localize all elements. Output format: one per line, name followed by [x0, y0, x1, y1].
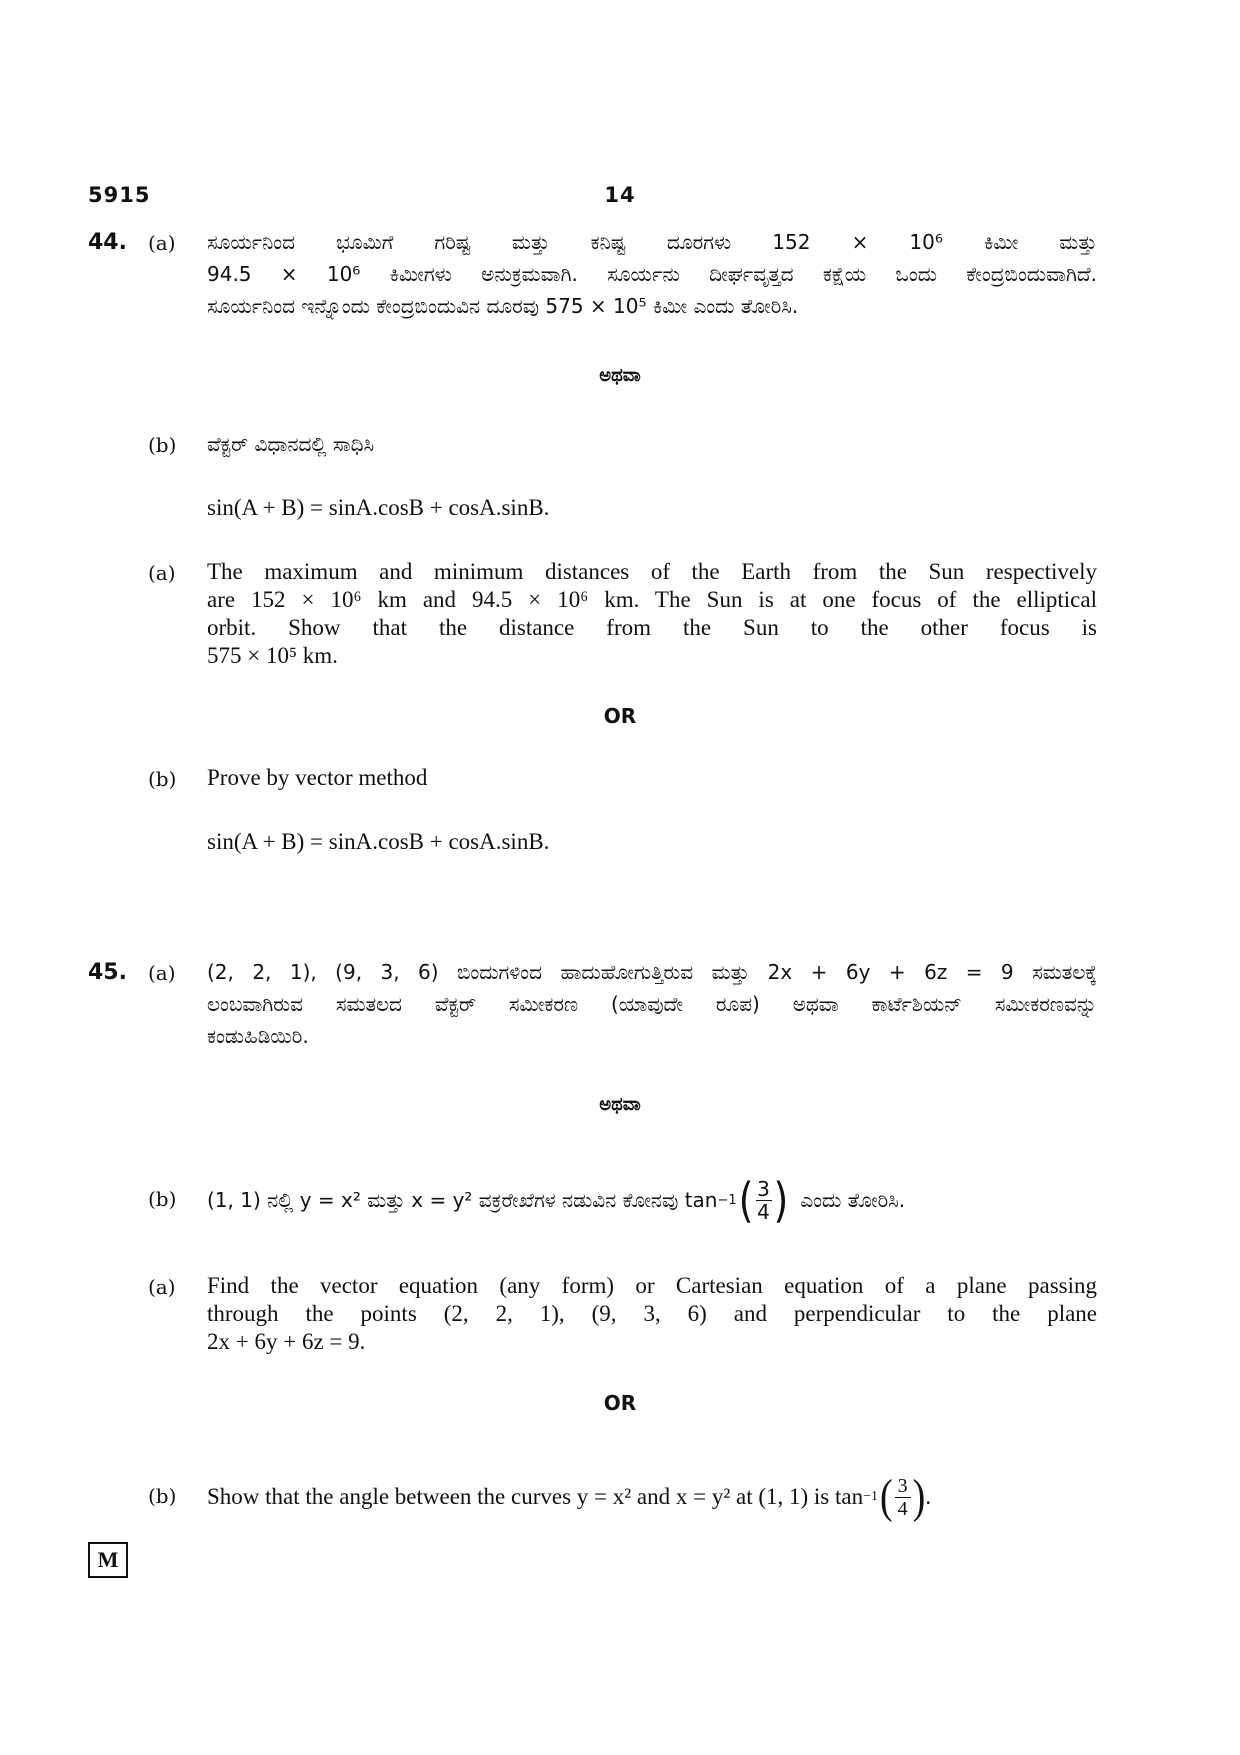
question-45a-english [207, 1272, 1097, 1356]
paper-code: 5915 [88, 183, 151, 207]
formula-44b-kannada: sin(A + B) = sinA.cosB + cosA.sinB. [207, 495, 550, 520]
or-divider-kannada: ಅಥವಾ [599, 1094, 641, 1115]
question-44a-english [207, 558, 1097, 670]
fraction [880, 1470, 926, 1524]
part-label-b: (b) [148, 1187, 177, 1211]
or-divider-english: OR [603, 704, 637, 728]
or-divider-kannada: ಅಥವಾ [599, 365, 641, 386]
numerator: 3 [897, 1474, 908, 1497]
left-paren-icon: ( [738, 1172, 754, 1228]
part-label-a: (a) [148, 1275, 176, 1299]
left-paren-icon: ( [880, 1470, 893, 1524]
text-line: Find the vector equation (any form) or Cartesian equation of a plane passing [207, 1273, 1097, 1298]
formula-44b-english: sin(A + B) = sinA.cosB + cosA.sinB. [207, 829, 550, 854]
part-label-a: (a) [148, 561, 176, 585]
text-line: Show that the angle between the curves y = x² and x = y² at (1, 1) is tan [207, 1484, 864, 1509]
right-paren-icon: ) [912, 1470, 926, 1524]
text-line: 575 × 10⁵ km. [207, 643, 338, 668]
part-label-b: (b) [148, 767, 177, 791]
right-paren-icon: ) [773, 1172, 789, 1228]
question-45b-kannada [207, 1170, 1097, 1230]
text-line: ಸೂರ್ಯನಿಂದ ಭೂಮಿಗೆ ಗರಿಷ್ಟ ಮತ್ತು ಕನಿಷ್ಟ ದೂರಗಳು 152 × 10⁶ ಕಿಮೀ ಮತ್ತು [207, 230, 1097, 254]
fraction-body [756, 1178, 772, 1223]
page-number: 14 [604, 183, 636, 207]
exponent: −1 [863, 1489, 879, 1504]
question-45a-kannada [207, 956, 1097, 1052]
text-line: are 152 × 10⁶ km and 94.5 × 10⁶ km. The Sun is at one focus of the elliptical [207, 587, 1097, 612]
text-line: . [925, 1484, 932, 1509]
denominator: 4 [757, 1199, 770, 1224]
text-line: orbit. Show that the distance from the Sun to the other focus is [207, 615, 1097, 640]
text-line: ಎಂದು ತೋರಿಸಿ. [800, 1188, 906, 1212]
text-line: ಸೂರ್ಯನಿಂದ ಇನ್ನೊಂದು ಕೇಂದ್ರಬಿಂದುವಿನ ದೂರವು 575 × 10⁵ ಕಿಮೀ ಎಂದು ತೋರಿಸಿ. [207, 294, 799, 318]
medium-mark-box: M [88, 1542, 128, 1578]
part-label-a: (a) [148, 961, 176, 985]
exponent: −1 [717, 1192, 737, 1208]
fraction-body [895, 1475, 911, 1520]
or-divider-english: OR [603, 1391, 637, 1415]
question-44a-kannada [207, 226, 1097, 322]
question-number-45: 45. [88, 960, 127, 985]
text-line: (1, 1) ನಲ್ಲಿ y = x² ಮತ್ತು x = y² ವಕ್ರರೇಖೆಗಳ ನಡುವಿನ ಕೋನವು tan [207, 1188, 718, 1212]
part-label-b: (b) [148, 1484, 177, 1508]
text-line: (2, 2, 1), (9, 3, 6) ಬಿಂದುಗಳಿಂದ ಹಾದುಹೋಗುತ್ತಿರುವ ಮತ್ತು 2x + 6y + 6z = 9 ಸಮತಲಕ್ಕೆ [207, 960, 1097, 984]
text-line: 94.5 × 10⁶ ಕಿಮೀಗಳು ಅನುಕ್ರಮವಾಗಿ. ಸೂರ್ಯನು ದೀರ್ಘವೃತ್ತದ ಕಕ್ಷೆಯ ಒಂದು ಕೇಂದ್ರಬಿಂದುವಾಗಿದೆ. [207, 262, 1097, 286]
part-label-b: (b) [148, 433, 177, 457]
text-line: ಲಂಬವಾಗಿರುವ ಸಮತಲದ ವೆಕ್ಟರ್ ಸಮೀಕರಣ (ಯಾವುದೇ ರೂಪ) ಅಥವಾ ಕಾರ್ಟೆಶಿಯನ್ ಸಮೀಕರಣವನ್ನು [207, 992, 1097, 1016]
question-44b-english: Prove by vector method [207, 765, 428, 790]
text-line: 2x + 6y + 6z = 9. [207, 1329, 366, 1354]
part-label-a: (a) [148, 231, 176, 255]
fraction [738, 1172, 789, 1228]
question-44b-kannada: ವೆಕ್ಟರ್ ವಿಧಾನದಲ್ಲಿ ಸಾಧಿಸಿ [207, 432, 375, 456]
question-number-44: 44. [88, 230, 127, 255]
numerator: 3 [757, 1176, 770, 1201]
text-line: The maximum and minimum distances of the Earth from the Sun respectively [207, 559, 1097, 584]
question-45b-english [207, 1466, 1097, 1528]
denominator: 4 [897, 1497, 908, 1520]
text-line: through the points (2, 2, 1), (9, 3, 6) and perpendicular to the plane [207, 1301, 1097, 1326]
text-line: ಕಂಡುಹಿಡಿಯಿರಿ. [207, 1024, 309, 1048]
